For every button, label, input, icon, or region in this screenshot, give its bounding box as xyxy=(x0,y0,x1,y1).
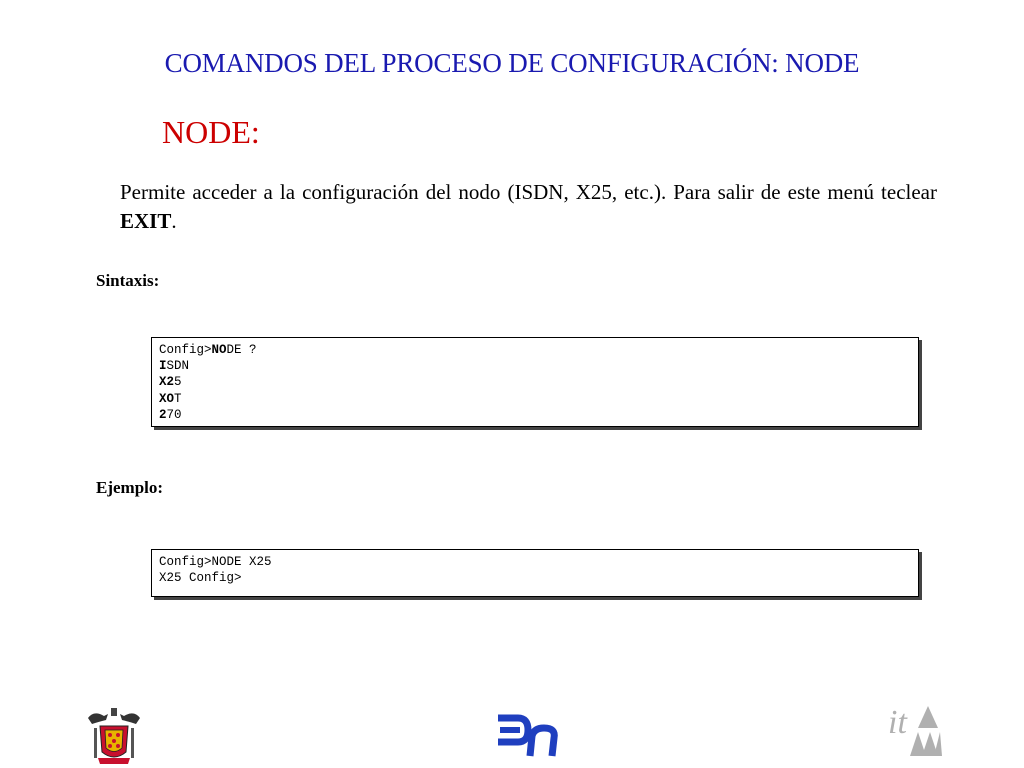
syntax-code-line xyxy=(159,342,918,358)
example-code-box xyxy=(151,549,919,597)
syntax-label: Sintaxis: xyxy=(96,271,160,290)
section-heading: NODE: xyxy=(162,114,260,150)
university-crest-icon xyxy=(84,704,144,766)
example-code-line: Config>NODE X25 xyxy=(159,555,272,569)
code-rest: 5 xyxy=(174,375,182,390)
example-label: Ejemplo: xyxy=(96,478,164,497)
syntax-code-line xyxy=(159,358,918,374)
code-prefix: Config> xyxy=(159,343,212,357)
example-lines xyxy=(159,554,918,586)
code-bold-abbrev: XO xyxy=(159,391,175,406)
triangles-icon xyxy=(910,704,942,760)
code-bold-abbrev: I xyxy=(159,359,167,374)
example-code-line: X25 Config> xyxy=(159,571,242,586)
syntax-code-line xyxy=(159,374,918,390)
code-bold-abbrev: X2 xyxy=(159,375,175,390)
description-exit-keyword: EXIT xyxy=(120,209,172,233)
code-bold-abbrev: NO xyxy=(211,343,227,357)
description-end: . xyxy=(171,209,177,233)
it-logo xyxy=(888,700,942,762)
code-rest: SDN xyxy=(166,359,190,374)
dn-logo xyxy=(496,712,560,758)
syntax-code-line xyxy=(159,391,918,407)
syntax-lines xyxy=(159,342,918,423)
syntax-code-line xyxy=(159,407,918,423)
code-rest: T xyxy=(174,391,182,406)
code-rest: 70 xyxy=(166,407,182,422)
syntax-code-box xyxy=(151,337,919,427)
slide-title: COMANDOS DEL PROCESO DE CONFIGURACIÓN: NODE xyxy=(164,48,860,78)
description xyxy=(120,178,937,236)
code-bold-abbrev: 2 xyxy=(159,407,167,422)
description-text: Permite acceder a la configuración del nodo (ISDN, X25, etc.). Para salir de este menú teclear xyxy=(120,180,937,204)
code-rest: DE ? xyxy=(226,343,257,357)
it-logo-text: it xyxy=(888,704,907,741)
